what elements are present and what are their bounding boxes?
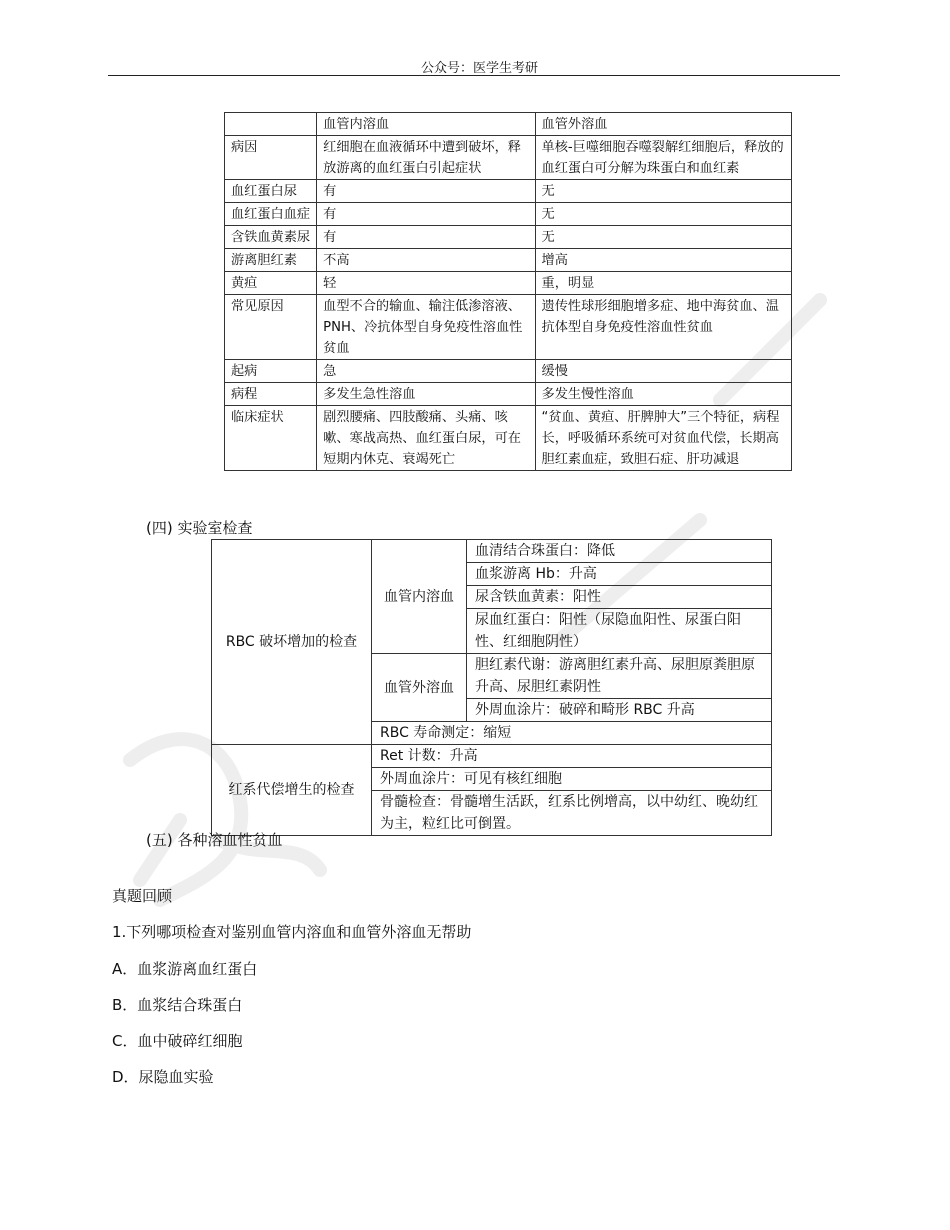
extravascular-cell: 增高	[535, 249, 791, 272]
test-item: 尿血红蛋白：阳性（尿隐血阳性、尿蛋白阳性、红细胞阴性）	[467, 609, 772, 654]
row-label: 血红蛋白血症	[225, 203, 317, 226]
extravascular-cell: 遗传性球形细胞增多症、地中海贫血、温抗体型自身免疫性溶血性贫血	[535, 295, 791, 360]
option-b[interactable]: B．血浆结合珠蛋白	[112, 996, 243, 1014]
table-row	[212, 540, 772, 563]
extravascular-cell: 缓慢	[535, 360, 791, 383]
group-erythroid-compensation: 红系代偿增生的检查	[212, 745, 372, 836]
table-row	[225, 226, 792, 249]
option-a[interactable]: A．血浆游离血红蛋白	[112, 960, 258, 978]
test-item: 外周血涂片：破碎和畸形 RBC 升高	[467, 699, 772, 722]
page-header	[108, 57, 840, 76]
test-item: Ret 计数：升高	[372, 745, 772, 768]
intravascular-cell: 血型不合的输血、输注低渗溶液、PNH、冷抗体型自身免疫性溶血性贫血	[317, 295, 535, 360]
section-heading-lab-tests: (四) 实验室检查	[146, 519, 253, 537]
test-item: 外周血涂片：可见有核红细胞	[372, 768, 772, 791]
test-item: 胆红素代谢：游离胆红素升高、尿胆原粪胆原升高、尿胆红素阴性	[467, 654, 772, 699]
section-heading-hemolytic-anemias: (五) 各种溶血性贫血	[146, 831, 283, 849]
extravascular-cell: 无	[535, 203, 791, 226]
row-label: 病因	[225, 136, 317, 180]
table-row	[225, 136, 792, 180]
table-row	[212, 745, 772, 768]
question-text: 1.下列哪项检查对鉴别血管内溶血和血管外溶血无帮助	[112, 923, 472, 941]
test-item: 血浆游离 Hb：升高	[467, 563, 772, 586]
row-label: 病程	[225, 383, 317, 406]
intravascular-cell: 有	[317, 226, 535, 249]
header-cell-intravascular: 血管内溶血	[317, 113, 535, 136]
table-row	[225, 249, 792, 272]
lab-tests-table	[211, 539, 772, 836]
row-label: 起病	[225, 360, 317, 383]
table-row	[225, 203, 792, 226]
extravascular-cell: 单核-巨噬细胞吞噬裂解红细胞后，释放的血红蛋白可分解为珠蛋白和血红素	[535, 136, 791, 180]
test-item: 血清结合珠蛋白：降低	[467, 540, 772, 563]
review-title: 真题回顾	[112, 887, 173, 905]
intravascular-cell: 不高	[317, 249, 535, 272]
hemolysis-comparison-table	[224, 112, 792, 471]
row-label: 常见原因	[225, 295, 317, 360]
intravascular-cell: 红细胞在血液循环中遭到破坏，释放游离的血红蛋白引起症状	[317, 136, 535, 180]
table-header-row	[225, 113, 792, 136]
intravascular-cell: 有	[317, 180, 535, 203]
intravascular-cell: 多发生急性溶血	[317, 383, 535, 406]
row-label: 游离胆红素	[225, 249, 317, 272]
row-label: 血红蛋白尿	[225, 180, 317, 203]
intravascular-cell: 有	[317, 203, 535, 226]
extravascular-cell: 重，明显	[535, 272, 791, 295]
header-cell-blank	[225, 113, 317, 136]
intravascular-cell: 急	[317, 360, 535, 383]
row-label: 黄疸	[225, 272, 317, 295]
table-row	[225, 180, 792, 203]
group-rbc-destruction: RBC 破坏增加的检查	[212, 540, 372, 745]
option-c[interactable]: C．血中破碎红细胞	[112, 1032, 243, 1050]
table-row	[225, 295, 792, 360]
table-row	[225, 360, 792, 383]
table-row	[225, 383, 792, 406]
test-item: 骨髓检查：骨髓增生活跃，红系比例增高，以中幼红、晚幼红为主，粒红比可倒置。	[372, 791, 772, 836]
intravascular-cell: 剧烈腰痛、四肢酸痛、头痛、咳嗽、寒战高热、血红蛋白尿，可在短期内休克、衰竭死亡	[317, 406, 535, 471]
test-item: 尿含铁血黄素：阳性	[467, 586, 772, 609]
row-label: 含铁血黄素尿	[225, 226, 317, 249]
subgroup-intravascular: 血管内溶血	[372, 540, 467, 654]
subgroup-extravascular: 血管外溶血	[372, 654, 467, 722]
option-d[interactable]: D．尿隐血实验	[112, 1068, 214, 1086]
extravascular-cell: 多发生慢性溶血	[535, 383, 791, 406]
intravascular-cell: 轻	[317, 272, 535, 295]
header-cell-extravascular: 血管外溶血	[535, 113, 791, 136]
extravascular-cell: 无	[535, 180, 791, 203]
extravascular-cell: “贫血、黄疸、肝脾肿大”三个特征，病程长，呼吸循环系统可对贫血代偿，长期高胆红素血症，致胆石症、肝功减退	[535, 406, 791, 471]
table-row	[225, 272, 792, 295]
header-text: 公众号：医学生考研	[420, 61, 538, 76]
row-label: 临床症状	[225, 406, 317, 471]
test-item: RBC 寿命测定：缩短	[372, 722, 772, 745]
table-row	[225, 406, 792, 471]
extravascular-cell: 无	[535, 226, 791, 249]
